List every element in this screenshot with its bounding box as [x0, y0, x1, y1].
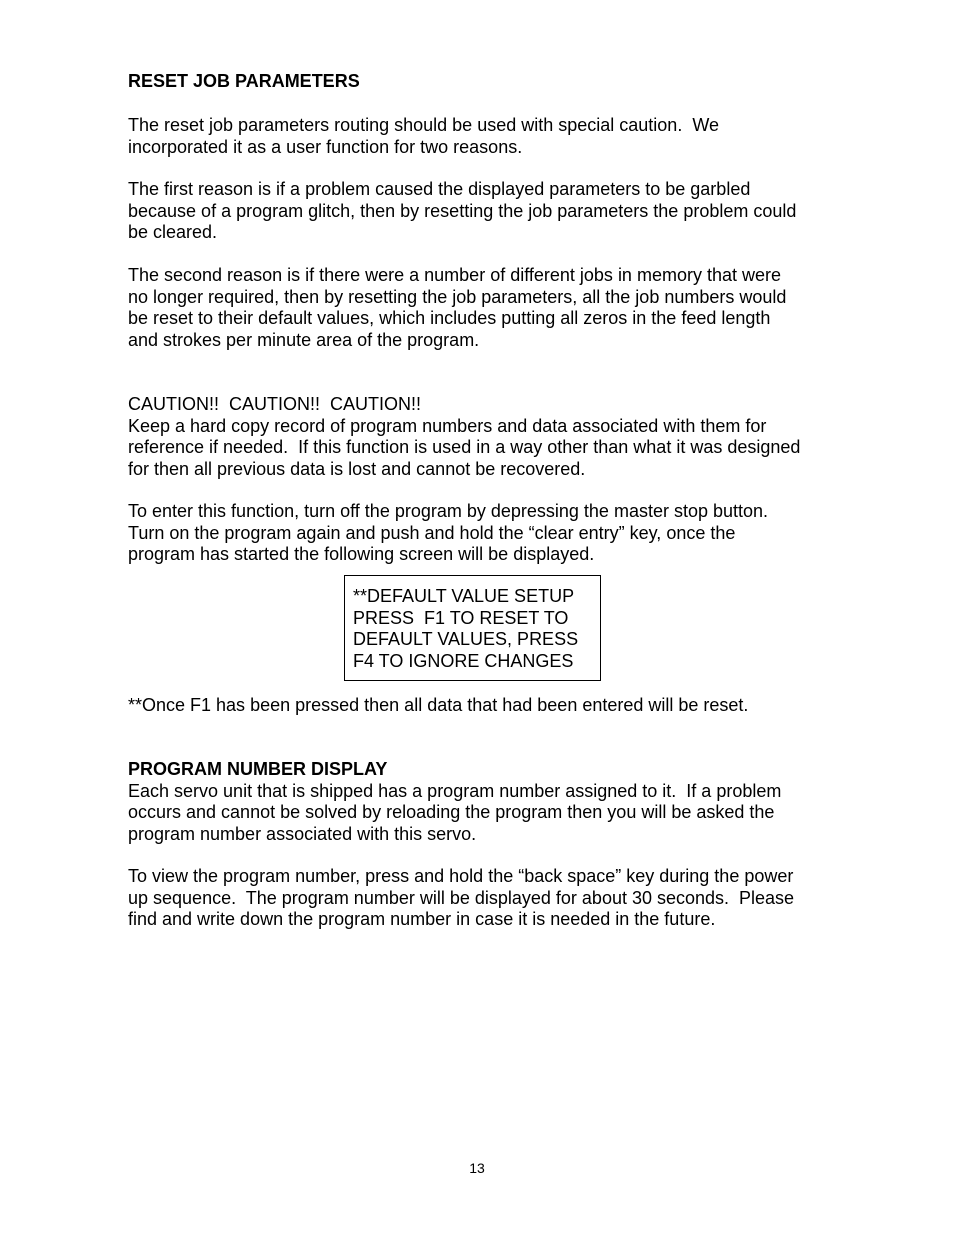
section-heading-program-number-display: PROGRAM NUMBER DISPLAY: [128, 759, 388, 779]
caution-text-line: Keep a hard copy record of program numbers and data associated with them for: [128, 415, 767, 436]
program-number-paragraph-line: program number associated with this servo.: [128, 823, 477, 844]
paragraph-intro-line: The reset job parameters routing should be used with special caution. We: [128, 115, 719, 135]
screen-line: **DEFAULT VALUE SETUP: [353, 586, 575, 606]
view-program-number-line: up sequence. The program number will be displayed for about 30 seconds. Please: [128, 887, 795, 908]
paragraph-second-reason-line: no longer required, then by resetting the job parameters, all the job numbers would: [128, 286, 787, 307]
section-heading-reset-job-parameters: RESET JOB PARAMETERS: [128, 71, 360, 91]
program-number-paragraph-line: Each servo unit that is shipped has a program number assigned to it. If a problem: [128, 780, 782, 801]
caution-title: CAUTION!! CAUTION!! CAUTION!!: [128, 394, 422, 414]
enter-function-line: To enter this function, turn off the program by depressing the master stop button.: [128, 501, 769, 521]
screen-line: F4 TO IGNORE CHANGES: [353, 650, 574, 671]
program-number-paragraph-line: occurs and cannot be solved by reloading the program then you will be asked the: [128, 802, 775, 822]
enter-function-line: Turn on the program again and push and hold the “clear entry” key, once the: [128, 522, 736, 543]
caution-text-line: for then all previous data is lost and cannot be recovered.: [128, 458, 586, 479]
screen-line: DEFAULT VALUES, PRESS: [353, 629, 579, 649]
paragraph-first-reason-line: because of a program glitch, then by resetting the job parameters the problem could: [128, 200, 797, 221]
paragraph-second-reason-line: and strokes per minute area of the program.: [128, 329, 480, 350]
page-number: 13: [469, 1160, 485, 1176]
paragraph-first-reason-line: be cleared.: [128, 222, 218, 242]
screen-display-box: [344, 575, 601, 681]
paragraph-intro-line: incorporated it as a user function for two reasons.: [128, 136, 523, 157]
caution-text-line: reference if needed. If this function is used in a way other than what it was designed: [128, 437, 801, 457]
screen-line: PRESS F1 TO RESET TO: [353, 607, 569, 628]
view-program-number-line: To view the program number, press and hold the “back space” key during the power: [128, 866, 794, 886]
paragraph-second-reason-line: The second reason is if there were a number of different jobs in memory that were: [128, 265, 781, 285]
paragraph-second-reason-line: be reset to their default values, which includes putting all zeros in the feed length: [128, 308, 771, 328]
enter-function-line: program has started the following screen will be displayed.: [128, 544, 595, 564]
view-program-number-line: find and write down the program number in case it is needed in the future.: [128, 909, 716, 929]
footnote: **Once F1 has been pressed then all data that had been entered will be reset.: [128, 695, 749, 715]
paragraph-first-reason-line: The first reason is if a problem caused the displayed parameters to be garbled: [128, 179, 751, 199]
